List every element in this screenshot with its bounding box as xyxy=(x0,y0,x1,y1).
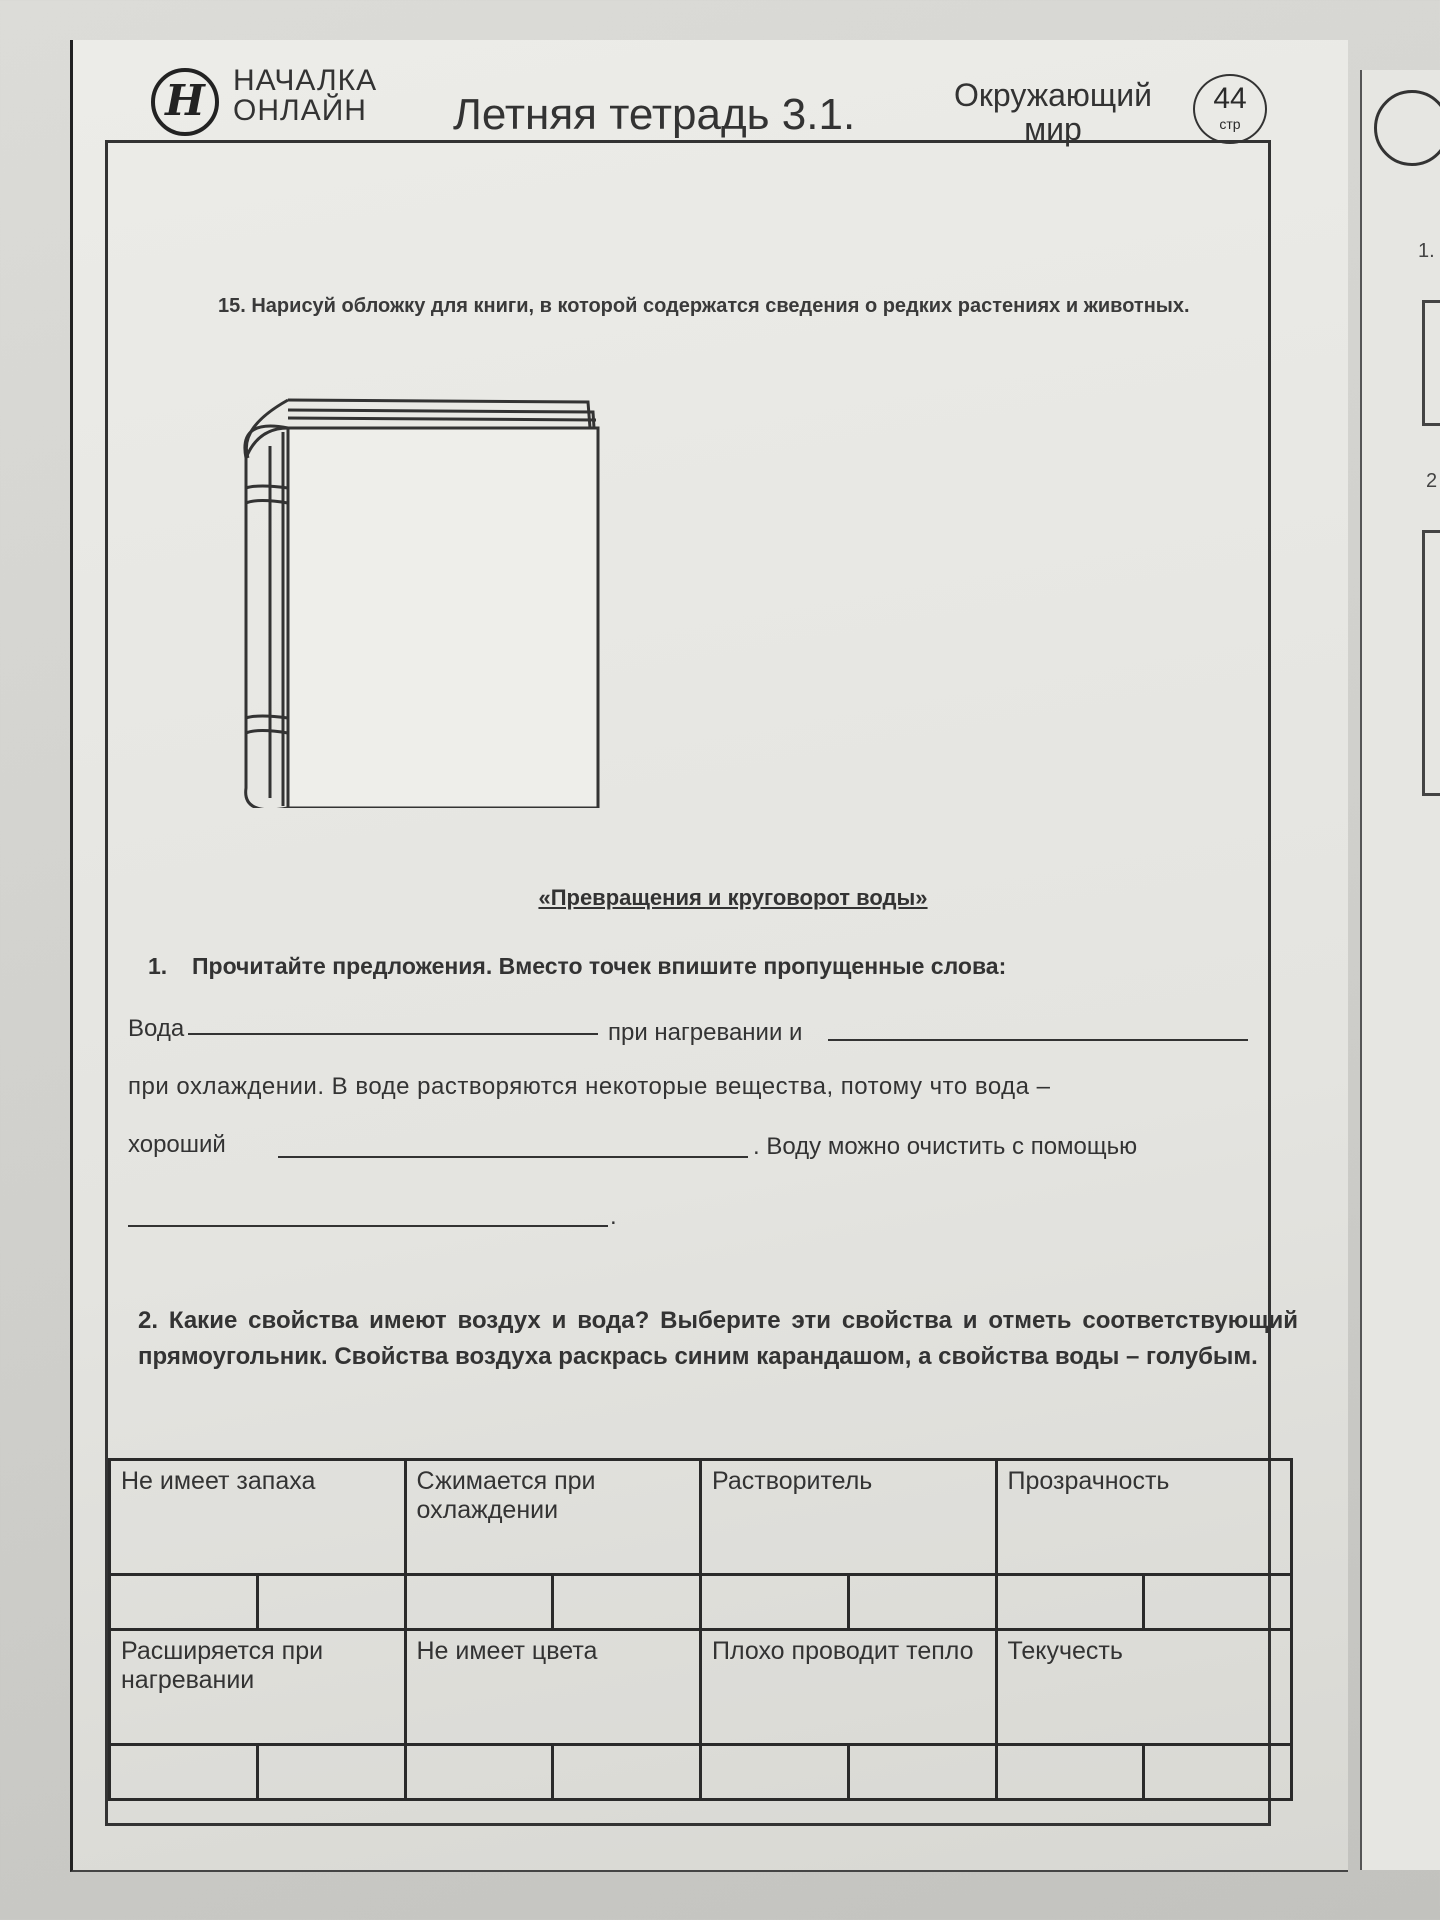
page-number: 44 xyxy=(1213,82,1247,115)
page-title: Летняя тетрадь 3.1. xyxy=(453,90,856,139)
question-1-text: Прочитайте предложения. Вместо точек впишите пропущенные слова: xyxy=(192,953,1007,979)
property-cell: Сжимается при охлаждении xyxy=(405,1460,701,1575)
table-row xyxy=(110,1630,1292,1745)
color-box[interactable] xyxy=(848,1745,996,1800)
property-cell: Расширяется при нагревании xyxy=(110,1630,406,1745)
logo-icon: Н xyxy=(151,68,219,136)
neighbor-page xyxy=(1360,70,1440,1870)
table-row xyxy=(110,1745,1292,1800)
workbook-page xyxy=(70,40,1348,1872)
question-1-number: 1. xyxy=(148,953,168,979)
color-box[interactable] xyxy=(848,1575,996,1630)
logo-text xyxy=(233,66,377,126)
logo-line-1: НАЧАЛКА xyxy=(233,64,378,97)
table-row xyxy=(110,1575,1292,1630)
page-number-badge xyxy=(1193,74,1267,144)
blank-1[interactable] xyxy=(188,1033,598,1035)
fill-word-voda: Вода xyxy=(128,1015,185,1042)
color-box[interactable] xyxy=(110,1575,258,1630)
question-2-text: 2. Какие свойства имеют воздух и вода? Выберите эти свойства и отметь соответствующий прямоугольник. Свойства воздуха раскрась синим карандашом, а свойства воды – голубым. xyxy=(138,1307,1298,1370)
neighbor-item-2: 2 xyxy=(1426,470,1438,492)
neighbor-logo xyxy=(1374,90,1440,166)
color-box[interactable] xyxy=(996,1575,1144,1630)
color-box[interactable] xyxy=(257,1745,405,1800)
page-number-label: стр xyxy=(1219,116,1241,132)
property-cell: Текучесть xyxy=(996,1630,1292,1745)
book-outline-icon xyxy=(218,388,608,808)
color-box[interactable] xyxy=(553,1575,701,1630)
properties-table xyxy=(108,1458,1293,1801)
property-cell: Прозрачность xyxy=(996,1460,1292,1575)
property-cell: Плохо проводит тепло xyxy=(701,1630,997,1745)
color-box[interactable] xyxy=(110,1745,258,1800)
color-box[interactable] xyxy=(257,1575,405,1630)
section-title: «Превращения и круговорот воды» xyxy=(538,885,928,910)
task-15-text: 15. Нарисуй обложку для книги, в которой содержатся сведения о редких растениях и животных. xyxy=(218,295,1190,317)
blank-3[interactable] xyxy=(278,1156,748,1158)
content-frame xyxy=(105,140,1298,1826)
logo-line-2: ОНЛАЙН xyxy=(233,94,367,127)
blank-4[interactable] xyxy=(128,1225,608,1227)
fill-text-clean: . Воду можно очистить с помощью xyxy=(753,1133,1138,1160)
color-box[interactable] xyxy=(701,1575,849,1630)
subject-title xyxy=(923,78,1183,146)
table-row xyxy=(110,1460,1292,1575)
blank-2[interactable] xyxy=(828,1039,1248,1041)
subject-line-2: мир xyxy=(1024,111,1082,147)
color-box[interactable] xyxy=(1144,1575,1292,1630)
neighbor-box-1 xyxy=(1422,300,1440,426)
fill-word-good: хороший xyxy=(128,1131,226,1158)
property-cell: Растворитель xyxy=(701,1460,997,1575)
color-box[interactable] xyxy=(405,1745,553,1800)
color-box[interactable] xyxy=(701,1745,849,1800)
neighbor-box-2 xyxy=(1422,530,1440,796)
fill-period: . xyxy=(610,1203,617,1230)
subject-line-1: Окружающий xyxy=(954,77,1152,113)
color-box[interactable] xyxy=(553,1745,701,1800)
fill-text-heating: при нагревании и xyxy=(608,1019,803,1046)
page-header xyxy=(73,40,1348,147)
color-box[interactable] xyxy=(996,1745,1144,1800)
fill-text-cooling: при охлаждении. В воде растворяются некоторые вещества, потому что вода – xyxy=(128,1073,1051,1100)
question-1 xyxy=(148,953,1006,980)
color-box[interactable] xyxy=(405,1575,553,1630)
property-cell: Не имеет запаха xyxy=(110,1460,406,1575)
color-box[interactable] xyxy=(1144,1745,1292,1800)
property-cell: Не имеет цвета xyxy=(405,1630,701,1745)
neighbor-item-1: 1. xyxy=(1418,240,1435,262)
